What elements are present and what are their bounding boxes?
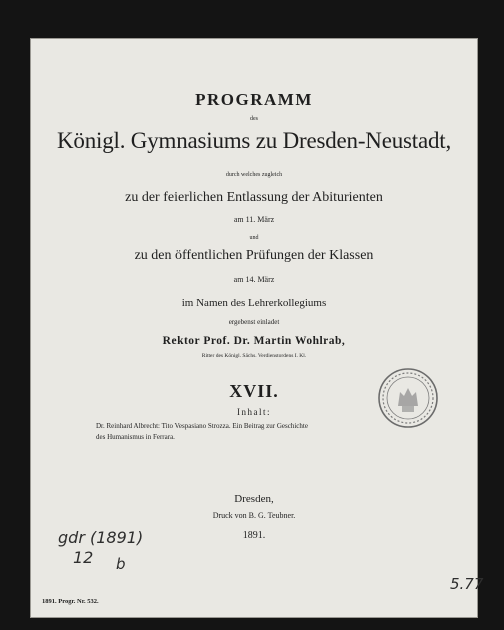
contents-text xyxy=(96,421,421,443)
catalog-footer: 1891. Progr. Nr. 532. xyxy=(42,598,99,605)
namen-line: im Namen des Lehrerkollegiums xyxy=(181,297,327,309)
handwritten-letter: b xyxy=(116,555,126,573)
gymnasium-heading: Königl. Gymnasiums zu Dresden-Neustadt, xyxy=(57,128,451,153)
program-number: XVII. xyxy=(229,381,279,401)
ritter-line: Ritter des Königl. Sächs. Verdienstordens I. Kl. xyxy=(201,353,307,359)
durch-line: durch welches zugleich xyxy=(225,172,283,178)
contents-line-2: des Humanismus in Ferrara. xyxy=(96,433,175,441)
inhalt-label: Inhalt: xyxy=(237,407,271,417)
city-line: Dresden, xyxy=(234,493,274,505)
year-line: 1891. xyxy=(242,530,266,541)
des-line: des xyxy=(250,116,258,122)
library-stamp-icon xyxy=(376,366,440,430)
pruefungen-date: am 14. März xyxy=(233,275,275,284)
program-title: PROGRAMM xyxy=(195,90,313,109)
rektor-line: Rektor Prof. Dr. Martin Wohlrab, xyxy=(162,335,346,347)
document-page xyxy=(30,38,484,618)
handwritten-corner-number: 5.77 xyxy=(450,575,484,593)
und-line: und xyxy=(249,235,259,241)
entlassung-date: am 11. März xyxy=(233,215,275,224)
handwritten-signature: gdr (1891) xyxy=(58,528,144,547)
pruefungen-line: zu den öffentlichen Prüfungen der Klassen xyxy=(134,248,374,263)
contents-line-1: Dr. Reinhard Albrecht: Tito Vespasiano Strozza. Ein Beitrag zur Geschichte xyxy=(96,422,308,430)
entlassung-line: zu der feierlichen Entlassung der Abiturienten xyxy=(125,190,383,205)
printer-line: Druck von B. G. Teubner. xyxy=(212,511,296,520)
ergebenst-line: ergebenst einladet xyxy=(228,318,280,326)
handwritten-number: 12 xyxy=(73,548,94,567)
